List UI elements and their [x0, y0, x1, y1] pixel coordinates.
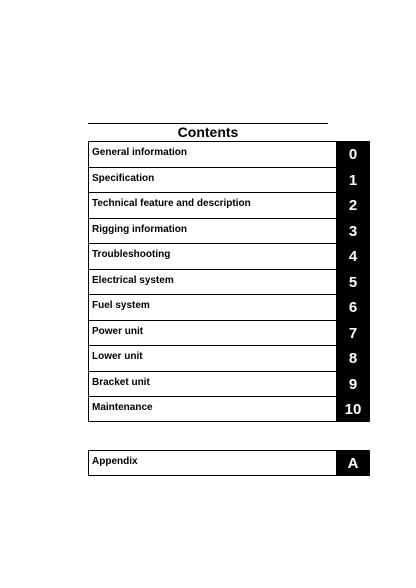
chapter-tab: 10: [336, 396, 370, 422]
toc-label: Power unit: [92, 325, 144, 337]
toc-row-maintenance[interactable]: [88, 396, 370, 422]
toc-label: Specification: [92, 172, 155, 184]
chapter-tab: 9: [336, 371, 370, 397]
toc-row-bracket-unit[interactable]: [88, 371, 370, 397]
toc-row-electrical-system[interactable]: [88, 269, 370, 295]
toc-label: Electrical system: [92, 274, 174, 286]
toc-row-power-unit[interactable]: [88, 320, 370, 346]
chapter-tab: 2: [336, 192, 370, 218]
toc-label: Troubleshooting: [92, 249, 171, 260]
toc-row-technical-feature[interactable]: [88, 192, 370, 218]
page-title: Contents: [177, 124, 239, 140]
toc-row-appendix[interactable]: [88, 450, 370, 476]
toc-row-lower-unit[interactable]: [88, 345, 370, 371]
chapter-tab: A: [336, 450, 370, 476]
toc-label: General information: [92, 147, 188, 158]
chapter-tab: 3: [336, 218, 370, 244]
appendix-section: [88, 450, 370, 476]
toc-row-fuel-system[interactable]: [88, 294, 370, 320]
toc-row-rigging-information[interactable]: [88, 218, 370, 244]
toc-row-specification[interactable]: [88, 167, 370, 193]
chapter-tab: 0: [336, 141, 370, 167]
chapter-tab: 4: [336, 243, 370, 269]
contents-list: [88, 141, 370, 422]
toc-label: Rigging information: [92, 223, 187, 235]
toc-label: Lower unit: [92, 351, 143, 362]
toc-label: Bracket unit: [92, 376, 150, 388]
chapter-tab: 1: [336, 167, 370, 193]
chapter-tab: 6: [336, 294, 370, 320]
chapter-tab: 7: [336, 320, 370, 346]
toc-label: Fuel system: [92, 300, 150, 311]
toc-row-troubleshooting[interactable]: [88, 243, 370, 269]
toc-label: Appendix: [92, 456, 138, 467]
chapter-tab: 5: [336, 269, 370, 295]
toc-label: Technical feature and description: [92, 198, 251, 209]
toc-row-general-information[interactable]: [88, 141, 370, 167]
toc-label: Maintenance: [92, 402, 153, 413]
chapter-tab: 8: [336, 345, 370, 371]
